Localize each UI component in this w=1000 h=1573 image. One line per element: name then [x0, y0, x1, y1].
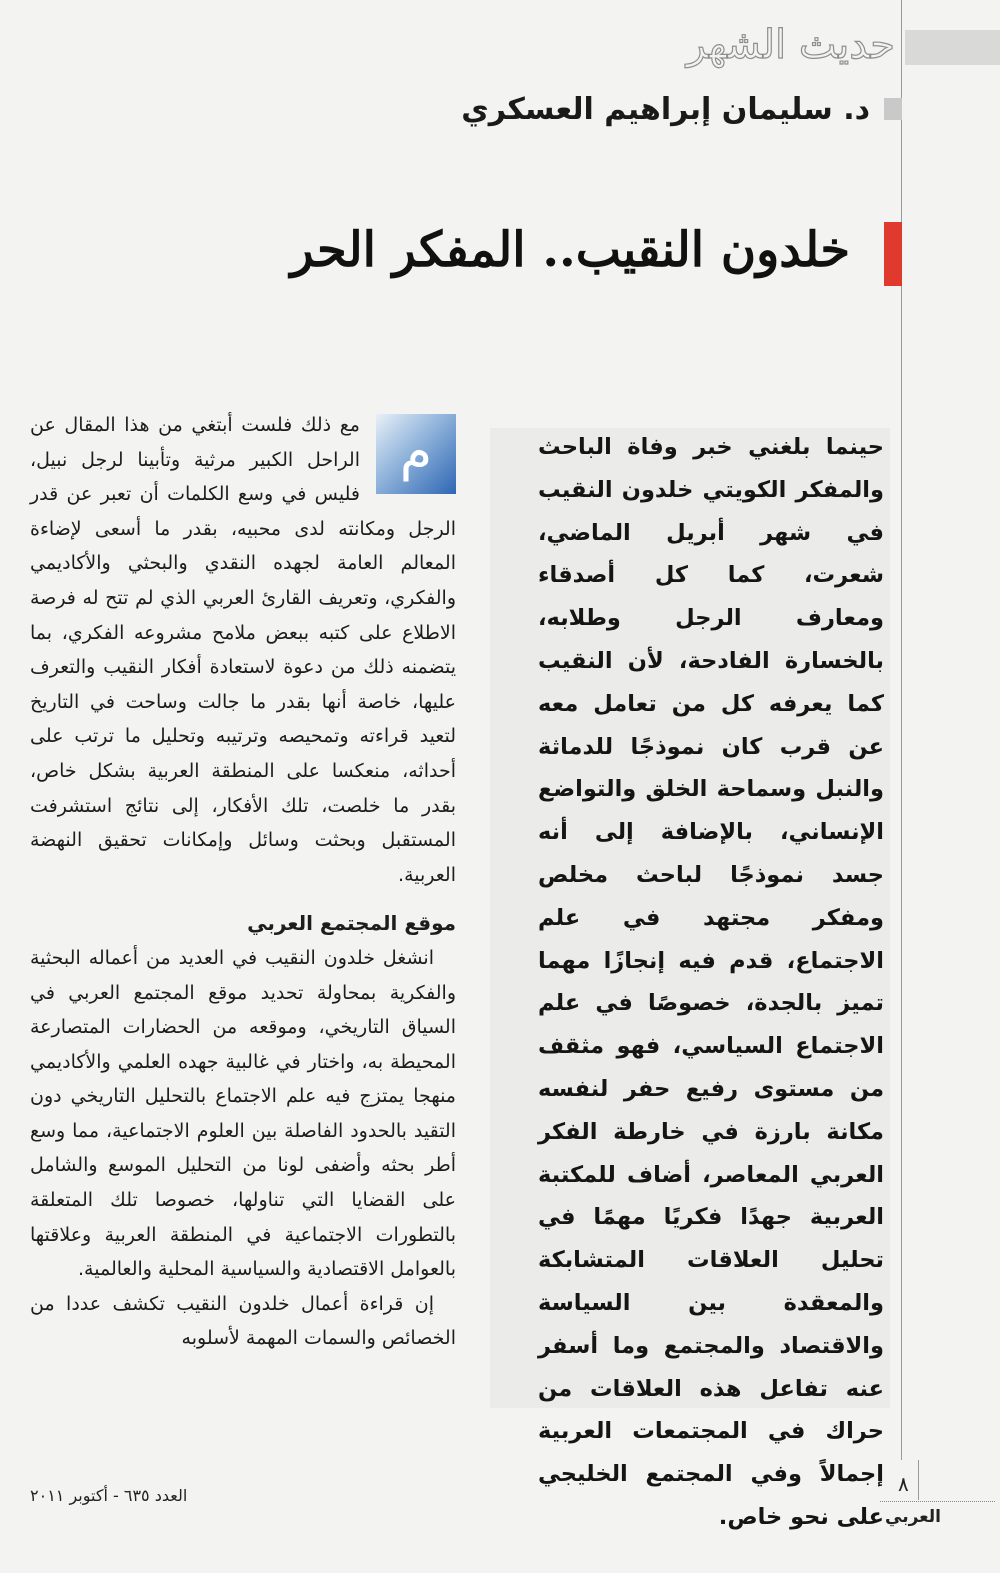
body-paragraph-2: انشغل خلدون النقيب في العديد من أعماله البحثية والفكرية بمحاولة تحديد موقع المجتمع العربي في السياق التاريخي، وموقعه من الحضارات المتصارعة المحيطة به، واختار في غالبية جهده العلمي والأكاديمي منهجا يمتزج فيه علم الاجتماع بالتحليل التاريخي دون التقيد بالحدود الفاصلة بين العلوم الاجتماعية، مما وسع أطر بحثه وأضفى لونا من التحليل الموسع والشامل على القضايا التي تناولها، خصوصا تلك المتعلقة بالتطورات الاجتماعية في المنطقة العربية وعلاقتها بالعوامل الاقتصادية والسياسية المحلية والعالمية. — [30, 946, 456, 1281]
author-name: د. سليمان إبراهيم العسكري — [461, 92, 870, 127]
body-paragraph-3: إن قراءة أعمال خلدون النقيب تكشف عددا من الخصائص والسمات المهمة لأسلوبه — [30, 1292, 456, 1350]
footer-divider-line — [918, 1460, 919, 1500]
body-paragraph-1: مع ذلك فلست أبتغي من هذا المقال عن الراحل الكبير مرثية وتأبينا لرجل نبيل، فليس في وسع الكلمات أن تعبر عن قدر الرجل ومكانته لدى محبيه، بقدر ما أسعى لإضاءة المعالم العامة لجهده النقدي والبحثي والأكاديمي والفكري، وتعريف القارئ العربي الذي لم تتح له فرصة الاطلاع على كتبه ببعض ملامح مشروعه الفكري، بما يتضمنه ذلك من دعوة لاستعادة أفكار النقيب والتعرف عليها، خاصة أنها بقدر ما جالت وساحت في التاريخ لتعيد قراءته وتمحيصه وترتيبه وتحليل ما ترتب على أحداثه، منعكسا على المنطقة العربية بشكل خاص، بقدر ما خلصت، تلك الأفكار، إلى نتائج استشرفت المستقبل وبحثت وسائل وإمكانات تحقيق النهضة العربية. — [30, 414, 456, 886]
footer-dotted-rule — [880, 1501, 995, 1502]
title-accent-bar — [884, 222, 902, 286]
magazine-name: العربي — [885, 1507, 941, 1527]
section-title: حديث الشهر — [686, 22, 895, 68]
author-marker — [884, 98, 902, 120]
section-header-bar — [905, 30, 1000, 65]
body-column — [30, 408, 456, 1356]
issue-info: العدد ٦٣٥ - أكتوبر ٢٠١١ — [30, 1486, 188, 1505]
column-divider-line — [901, 0, 902, 1460]
intro-column-text: حينما بلغني خبر وفاة الباحث والمفكر الكويتي خلدون النقيب في شهر أبريل الماضي، شعرت، كما كل أصدقاء ومعارف الرجل وطلابه، بالخسارة الفادحة، لأن النقيب كما يعرفه كل من تعامل معه عن قرب كان نموذجًا للدماثة والنبل وسماحة الخلق والتواضع الإنساني، بالإضافة إلى أنه جسد نموذجًا لباحث مخلص ومفكر مجتهد في علم الاجتماع، قدم فيه إنجازًا مهما تميز بالجدة، خصوصًا في علم الاجتماع السياسي، فهو مثقف من مستوى رفيع حفر لنفسه مكانة بارزة في خارطة الفكر العربي المعاصر، أضاف للمكتبة العربية جهدًا فكريًا مهمًا في تحليل العلاقات المتشابكة والمعقدة بين السياسة والاقتصاد والمجتمع وما أسفر عنه تفاعل هذه العلاقات من حراك في المجتمعات العربية إجمالاً وفي المجتمع الخليجي على نحو خاص. — [538, 434, 884, 1530]
drop-cap-letter: م — [399, 422, 433, 482]
page-number: ٨ — [898, 1472, 909, 1496]
article-title: خلدون النقيب.. المفكر الحر — [290, 222, 850, 278]
body-subheading: موقع المجتمع العربي — [247, 911, 456, 936]
